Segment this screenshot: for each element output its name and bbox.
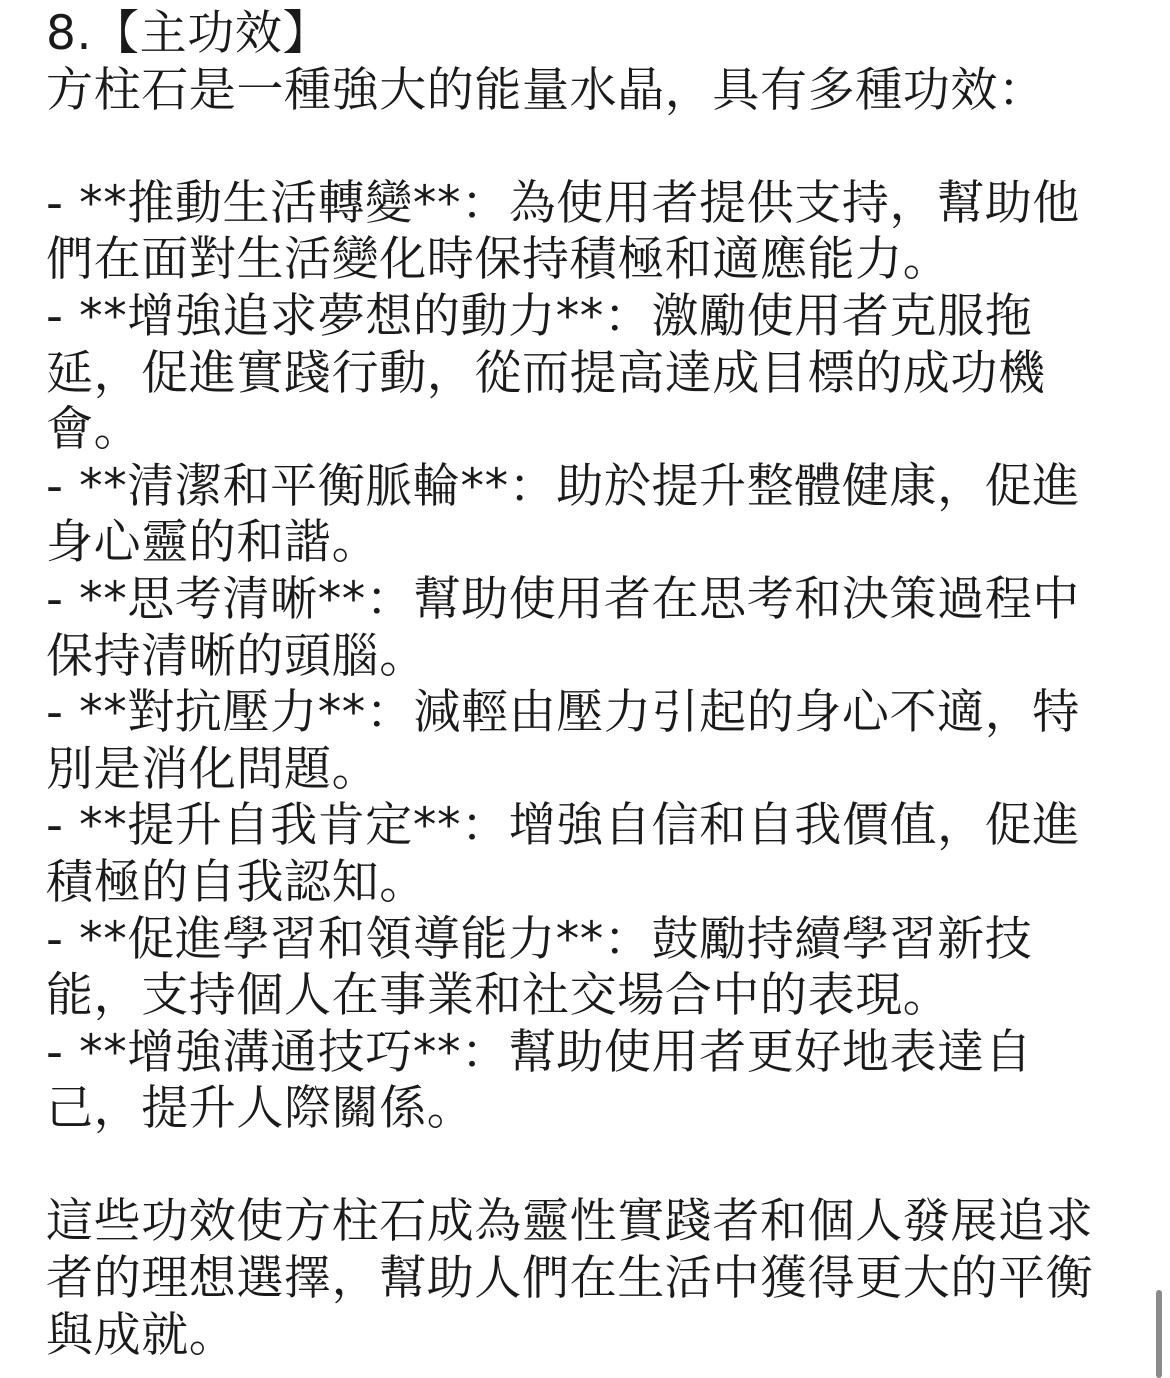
section-heading: 8.【主功效】 [46, 6, 331, 61]
conclusion-paragraph [46, 1194, 1126, 1364]
list-item-line: - **增強溝通技巧**：幫助使用者更好地表達自 [46, 1024, 1033, 1080]
list-item [46, 176, 1126, 289]
list-item-line: 己，提升人際關係。 [46, 1081, 475, 1137]
list-item-line: - **思考清晰**：幫助使用者在思考和決策過程中 [46, 571, 1080, 627]
blank-line [46, 119, 1126, 176]
conclusion-line: 與成就。 [46, 1307, 237, 1363]
list-item [46, 289, 1126, 459]
list-item-line: - **對抗壓力**：減輕由壓力引起的身心不適，特 [46, 685, 1080, 741]
scrollbar[interactable] [1156, 1290, 1162, 1378]
list-item [46, 459, 1126, 572]
list-item-line: - **促進學習和領導能力**：鼓勵持續學習新技 [46, 911, 1033, 967]
list-item-line: 會。 [46, 402, 142, 458]
conclusion-line: 這些功效使方柱石成為靈性實踐者和個人發展追求 [46, 1194, 1094, 1250]
list-item-line: - **清潔和平衡脈輪**：助於提升整體健康，促進 [46, 458, 1080, 514]
list-item [46, 912, 1126, 1025]
intro-text: 方柱石是一種強大的能量水晶，具有多種功效： [46, 62, 1046, 118]
list-item-line: 能，支持個人在事業和社交場合中的表現。 [46, 968, 951, 1024]
document-body [46, 6, 1126, 1364]
list-item [46, 572, 1126, 685]
list-item-line: 們在面對生活變化時保持積極和適應能力。 [46, 232, 951, 288]
list-item-line: 積極的自我認知。 [46, 854, 427, 910]
list-item [46, 798, 1126, 911]
list-item-line: - **提升自我肯定**：增強自信和自我價值，促進 [46, 798, 1080, 854]
list-item-line: - **增強追求夢想的動力**：激勵使用者克服拖 [46, 288, 1033, 344]
list-item-line: 保持清晰的頭腦。 [46, 628, 427, 684]
list-item [46, 1025, 1126, 1138]
list-item [46, 685, 1126, 798]
list-item-line: 延，促進實踐行動，從而提高達成目標的成功機 [46, 345, 1046, 401]
list-item-line: - **推動生活轉變**：為使用者提供支持，幫助他 [46, 175, 1080, 231]
conclusion-line: 者的理想選擇，幫助人們在生活中獲得更大的平衡 [46, 1251, 1094, 1307]
list-item-line: 身心靈的和諧。 [46, 515, 380, 571]
blank-line [46, 1138, 1126, 1195]
list-item-line: 別是消化問題。 [46, 741, 380, 797]
